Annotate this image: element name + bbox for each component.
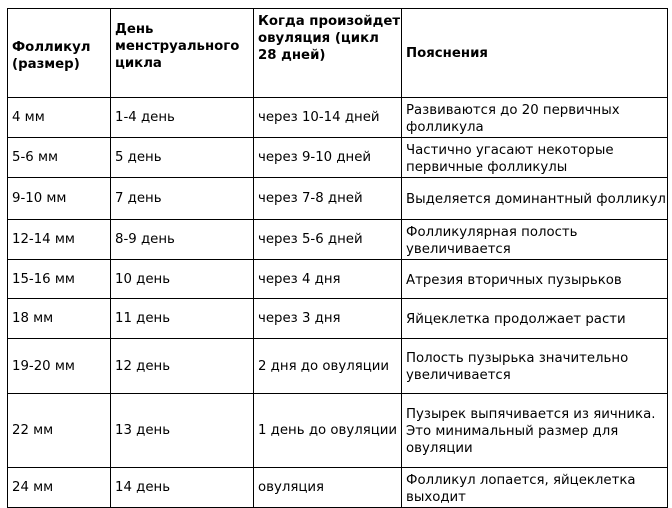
cell-ovulation: через 4 дня	[254, 260, 402, 299]
cell-ovulation: 2 дня до овуляции	[254, 339, 402, 394]
cell-explanation: Выделяется доминантный фолликул	[402, 178, 668, 220]
cell-explanation: Фолликул лопается, яйцеклетка выходит	[402, 468, 668, 508]
cell-explanation: Развиваются до 20 первичных фолликула	[402, 98, 668, 138]
cell-day: 8-9 день	[111, 220, 254, 260]
cell-ovulation: через 10-14 дней	[254, 98, 402, 138]
cell-size: 12-14 мм	[8, 220, 111, 260]
cell-size: 19-20 мм	[8, 339, 111, 394]
cell-explanation: Яйцеклетка продолжает расти	[402, 299, 668, 339]
table-row	[8, 468, 668, 508]
follicle-table	[7, 8, 668, 508]
table-row	[8, 220, 668, 260]
cell-day: 1-4 день	[111, 98, 254, 138]
cell-explanation: Частично угасают некоторые первичные фолликулы	[402, 138, 668, 178]
cell-size: 5-6 мм	[8, 138, 111, 178]
cell-day: 13 день	[111, 394, 254, 468]
table-row	[8, 394, 668, 468]
cell-ovulation: через 7-8 дней	[254, 178, 402, 220]
cell-size: 22 мм	[8, 394, 111, 468]
table-row	[8, 138, 668, 178]
cell-explanation: Полость пузырька значительно увеличивается	[402, 339, 668, 394]
cell-size: 15-16 мм	[8, 260, 111, 299]
header-ovulation-when: Когда произойдет овуляция (цикл 28 дней)	[254, 9, 402, 98]
cell-explanation: Фолликулярная полость увеличивается	[402, 220, 668, 260]
cell-size: 4 мм	[8, 98, 111, 138]
cell-size: 18 мм	[8, 299, 111, 339]
cell-day: 5 день	[111, 138, 254, 178]
table-row	[8, 98, 668, 138]
cell-size: 9-10 мм	[8, 178, 111, 220]
cell-day: 12 день	[111, 339, 254, 394]
table-row	[8, 178, 668, 220]
header-explanation: Пояснения	[402, 9, 668, 98]
cell-explanation: Атрезия вторичных пузырьков	[402, 260, 668, 299]
cell-day: 7 день	[111, 178, 254, 220]
cell-ovulation: через 9-10 дней	[254, 138, 402, 178]
table-row	[8, 339, 668, 394]
cell-explanation: Пузырек выпячивается из яичника. Это минимальный размер для овуляции	[402, 394, 668, 468]
cell-size: 24 мм	[8, 468, 111, 508]
cell-day: 10 день	[111, 260, 254, 299]
cell-ovulation: через 5-6 дней	[254, 220, 402, 260]
cell-ovulation: 1 день до овуляции	[254, 394, 402, 468]
table-row	[8, 299, 668, 339]
cell-ovulation: через 3 дня	[254, 299, 402, 339]
header-follicle-size: Фолликул (размер)	[8, 9, 111, 98]
cell-ovulation: овуляция	[254, 468, 402, 508]
cell-day: 14 день	[111, 468, 254, 508]
table-header-row	[8, 9, 668, 98]
table-row	[8, 260, 668, 299]
header-cycle-day: День менструального цикла	[111, 9, 254, 98]
cell-day: 11 день	[111, 299, 254, 339]
